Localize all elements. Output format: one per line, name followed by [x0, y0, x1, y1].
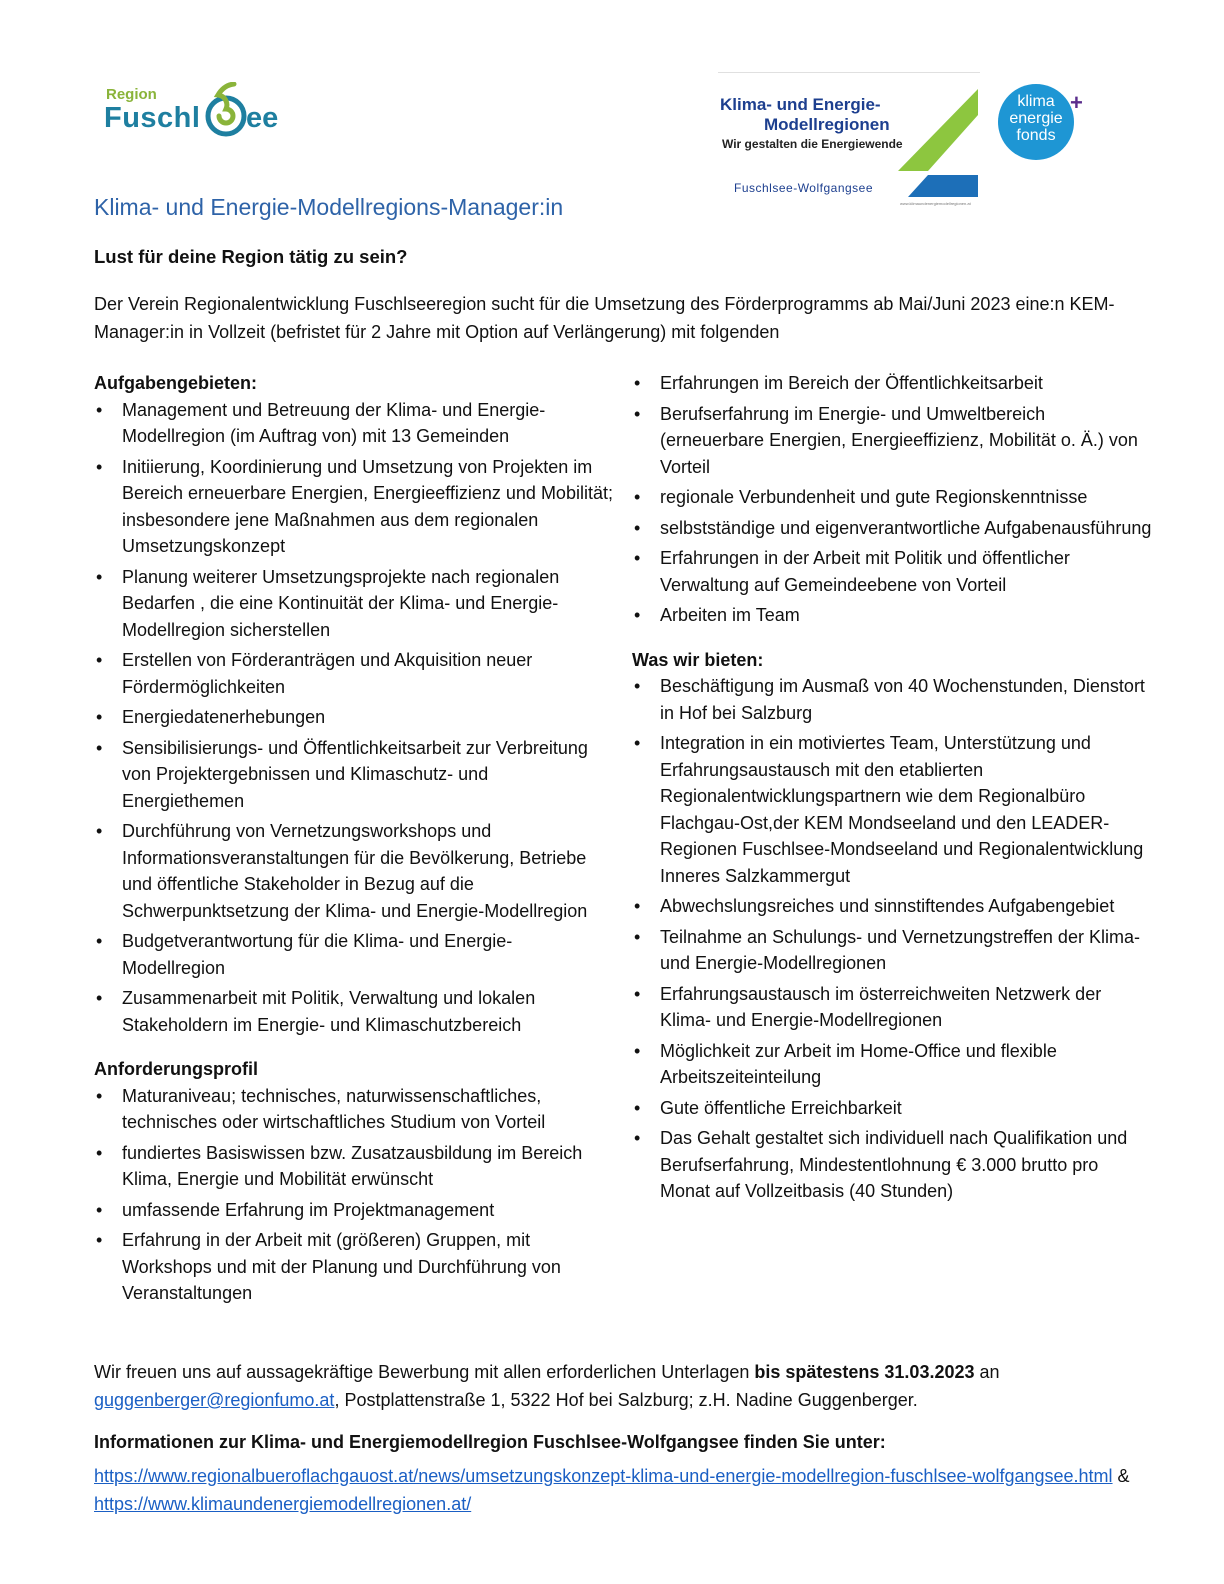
- list-item: • Initiierung, Koordinierung und Umsetzung von Projekten im Bereich erneuerbare Energien, Energieeffizienz und Mobilität; insbesondere jene Maßnahmen aus dem regionalen Umsetzungskonzept: [94, 454, 614, 560]
- list-item: • Möglichkeit zur Arbeit im Home-Office und flexible Arbeitszeiteinteilung: [632, 1038, 1152, 1091]
- apply-text: an: [974, 1362, 1000, 1382]
- kem-logo-line1: Klima- und Energie-: [720, 95, 881, 114]
- section-heading-aufgaben: Aufgabengebieten:: [94, 373, 258, 393]
- list-item: • Erfahrungsaustausch im österreichweiten Netzwerk der Klima- und Energie-Modellregionen: [632, 981, 1152, 1034]
- swirl-icon: [204, 82, 248, 140]
- list-item: • Energiedatenerhebungen: [94, 704, 614, 731]
- list-item: • Beschäftigung im Ausmaß von 40 Wochenstunden, Dienstort in Hof bei Salzburg: [632, 673, 1152, 726]
- logo-region-word: Region: [106, 86, 157, 103]
- list-item: • Management und Betreuung der Klima- und Energie-Modellregion (im Auftrag von) mit 13 Gemeinden: [94, 397, 614, 450]
- anforderungen-list-continued: [632, 370, 1152, 629]
- logo-fuschl-word: Fuschl: [104, 102, 201, 134]
- ampersand: &: [1112, 1466, 1130, 1486]
- list-item: • selbstständige und eigenverantwortliche Aufgabenausführung: [632, 515, 1152, 542]
- left-column: [94, 370, 614, 1311]
- anforderungen-list: [94, 1083, 614, 1307]
- list-item: • Erstellen von Förderanträgen und Akquisition neuer Fördermöglichkeiten: [94, 647, 614, 700]
- intro-paragraph: Der Verein Regionalentwicklung Fuschlseeregion sucht für die Umsetzung des Förderprogramms ab Mai/Juni 2023 eine:n KEM-Manager:in in Vollzeit (befristet für 2 Jahre mit Option auf Verlängerung) mit folgenden: [94, 294, 1115, 342]
- list-item: • regionale Verbundenheit und gute Regionskenntnisse: [632, 484, 1152, 511]
- angebot-list: [632, 673, 1152, 1205]
- apply-text: Wir freuen uns auf aussagekräftige Bewerbung mit allen erforderlichen Unterlagen: [94, 1362, 755, 1382]
- list-item: • Erfahrung in der Arbeit mit (größeren) Gruppen, mit Workshops und mit der Planung und Durchführung von Veranstaltungen: [94, 1227, 614, 1307]
- section-heading-anforderungen: Anforderungsprofil: [94, 1059, 258, 1079]
- list-item: • Maturaniveau; technisches, naturwissenschaftliches, technisches oder wirtschaftliches Studium von Vorteil: [94, 1083, 614, 1136]
- page-title: Klima- und Energie-Modellregions-Manager:in: [94, 194, 564, 220]
- kem-logo-region: Fuschlsee-Wolfgangsee: [734, 181, 874, 195]
- info-heading: Informationen zur Klima- und Energiemodellregion Fuschlsee-Wolfgangsee finden Sie unter:: [94, 1432, 886, 1452]
- list-item: • fundiertes Basiswissen bzw. Zusatzausbildung im Bereich Klima, Energie und Mobilität erwünscht: [94, 1140, 614, 1193]
- email-link[interactable]: guggenberger@regionfumo.at: [94, 1390, 335, 1410]
- fuschlsee-logo: [100, 80, 290, 142]
- list-item: • Erfahrungen im Bereich der Öffentlichkeitsarbeit: [632, 370, 1152, 397]
- list-item: • Erfahrungen in der Arbeit mit Politik und öffentlicher Verwaltung auf Gemeindeebene von Vorteil: [632, 545, 1152, 598]
- klimafonds-logo: [998, 84, 1090, 164]
- section-heading-angebot: Was wir bieten:: [632, 649, 764, 670]
- list-item: • Gute öffentliche Erreichbarkeit: [632, 1095, 1152, 1122]
- list-item: • Arbeiten im Team: [632, 602, 1152, 629]
- info-links: [94, 1462, 1144, 1518]
- list-item: • Teilnahme an Schulungs- und Vernetzungstreffen der Klima- und Energie-Modellregionen: [632, 924, 1152, 977]
- list-item: • Zusammenarbeit mit Politik, Verwaltung und lokalen Stakeholdern im Energie- und Klimaschutzbereich: [94, 985, 614, 1038]
- list-item: • umfassende Erfahrung im Projektmanagement: [94, 1197, 614, 1224]
- aufgaben-list: [94, 397, 614, 1039]
- list-item: • Durchführung von Vernetzungsworkshops und Informationsveranstaltungen für die Bevölkerung, Betriebe und öffentliche Stakeholder in Bezug auf die Schwerpunktsetzung der Klima- und Energie-Modellregion: [94, 818, 614, 924]
- page-subtitle: Lust für deine Region tätig zu sein?: [94, 246, 408, 267]
- umsetzungskonzept-link[interactable]: https://www.regionalbueroflachgauost.at/news/umsetzungskonzept-klima-und-energie-modellregion-fuschlsee-wolfgangsee.html: [94, 1466, 1113, 1486]
- list-item: • Abwechslungsreiches und sinnstiftendes Aufgabengebiet: [632, 893, 1152, 920]
- apply-deadline: bis spätestens 31.03.2023: [754, 1362, 975, 1382]
- klimafonds-line3: fonds: [1016, 127, 1056, 144]
- list-item: • Sensibilisierungs- und Öffentlichkeitsarbeit zur Verbreitung von Projektergebnissen und Klimaschutz- und Energiethemen: [94, 735, 614, 815]
- kem-shape-icon: [898, 89, 980, 201]
- klimafonds-line1: klima: [1017, 93, 1055, 110]
- list-item: • Berufserfahrung im Energie- und Umweltbereich (erneuerbare Energien, Energieeffizienz, Mobilität o. Ä.) von Vorteil: [632, 401, 1152, 481]
- klimafonds-line2: energie: [1009, 110, 1063, 127]
- list-item: • Budgetverantwortung für die Klima- und Energie-Modellregion: [94, 928, 614, 981]
- application-paragraph: [94, 1358, 1144, 1414]
- list-item: • Integration in ein motiviertes Team, Unterstützung und Erfahrungsaustausch mit den etablierten Regionalentwicklungspartnern wie dem Regionalbüro Flachgau-Ost,der KEM Mondseeland und den LEADER-Regionen Fuschlsee-Mondseeland und Regionalentwicklung Inneres Salzkammergut: [632, 730, 1152, 889]
- kem-logo: [718, 72, 980, 209]
- kem-logo-slogan: Wir gestalten die Energiewende: [722, 137, 903, 151]
- logo-ee-word: ee: [246, 102, 279, 134]
- right-column: [632, 370, 1152, 1209]
- list-item: • Das Gehalt gestaltet sich individuell nach Qualifikation und Berufserfahrung, Mindestentlohnung € 3.000 brutto pro Monat auf Vollzeitbasis (40 Stunden): [632, 1125, 1152, 1205]
- kem-logo-url: www.klimaundenergiemodellregionen.at: [900, 201, 971, 206]
- list-item: • Planung weiterer Umsetzungsprojekte nach regionalen Bedarfen , die eine Kontinuität der Klima- und Energie-Modellregion sicherstellen: [94, 564, 614, 644]
- kem-website-link[interactable]: https://www.klimaundenergiemodellregionen.at/: [94, 1494, 472, 1514]
- kem-logo-line2: Modellregionen: [764, 115, 890, 134]
- plus-icon: +: [1070, 90, 1083, 115]
- apply-address: , Postplattenstraße 1, 5322 Hof bei Salzburg; z.H. Nadine Guggenberger.: [334, 1390, 918, 1410]
